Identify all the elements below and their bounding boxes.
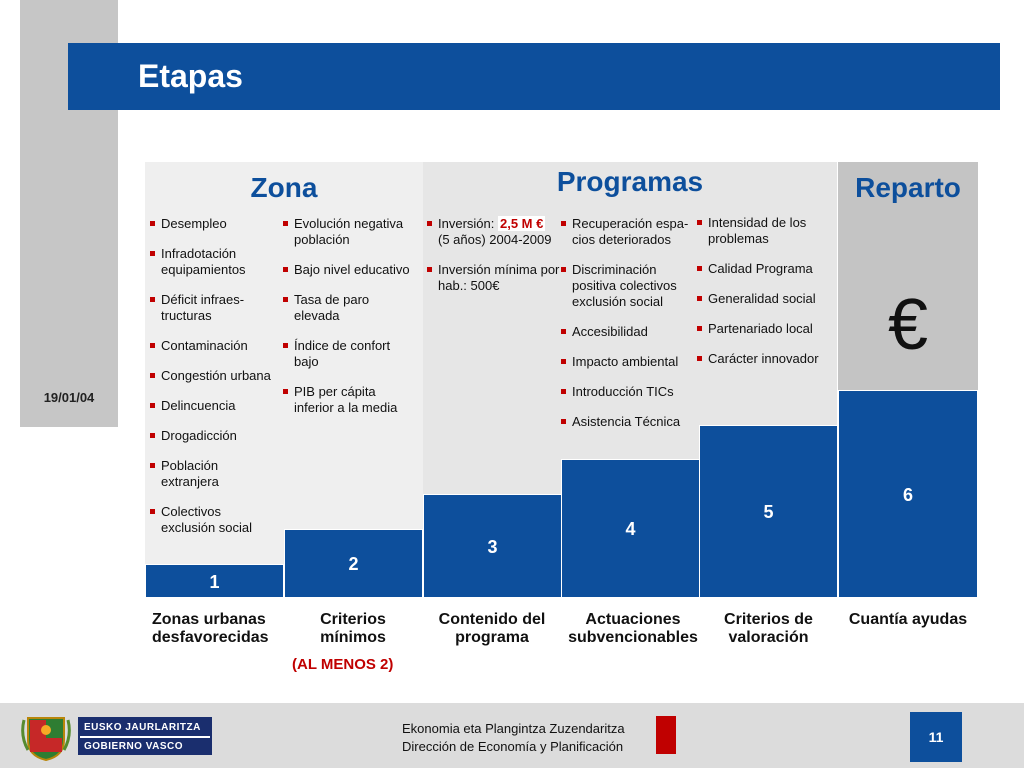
zona-list-2 [283, 216, 418, 416]
page-number: 11 [910, 712, 962, 762]
list-item: Infradotación equipamientos [150, 246, 278, 278]
list-item: Tasa de paro elevada [283, 292, 418, 324]
list-item: Drogadicción [150, 428, 278, 444]
logo-text-es: GOBIERNO VASCO [80, 738, 210, 755]
list-item: Partenariado local [697, 321, 835, 337]
step-1: 1 [145, 564, 284, 598]
list-item: Asistencia Técnica [561, 414, 701, 430]
list-item: Delincuencia [150, 398, 278, 414]
programas-list-3 [697, 215, 835, 367]
programas-list-2 [561, 216, 701, 430]
zona-heading: Zona [250, 172, 318, 203]
list-item: Contaminación [150, 338, 278, 354]
inversion-label: Inversión: [438, 216, 498, 231]
list-item: Congestión urbana [150, 368, 278, 384]
logo-text-eu: EUSKO JAURLARITZA [80, 719, 210, 736]
inversion-amount: 2,5 M € [499, 216, 544, 231]
list-item: Carácter innovador [697, 351, 835, 367]
dept-es: Dirección de Economía y Planificación [402, 739, 624, 754]
gov-logo [78, 717, 212, 755]
list-item: Colectivos exclusión social [150, 504, 278, 536]
step-5: 5 [699, 425, 838, 598]
list-item: Índice de confort bajo [283, 338, 418, 370]
reparto-heading: Reparto [855, 172, 961, 203]
step-label-4: Actuaciones subvencionables [568, 611, 698, 646]
list-item: Introducción TICs [561, 384, 701, 400]
red-marker [656, 716, 676, 754]
list-item: Generalidad social [697, 291, 835, 307]
list-item: Inversión mínima por hab.: 500€ [427, 262, 562, 294]
list-item: PIB per cápita inferior a la media [283, 384, 418, 416]
list-item: Evolución negativa población [283, 216, 418, 248]
list-item: Desempleo [150, 216, 278, 232]
step-label-3: Contenido del programa [438, 611, 546, 646]
list-item: Bajo nivel educativo [283, 262, 418, 278]
list-item: Accesibilidad [561, 324, 701, 340]
list-item: Intensidad de los problemas [697, 215, 835, 247]
list-item: Población extranjera [150, 458, 278, 490]
coat-of-arms-icon [20, 710, 72, 762]
list-item: Recuperación espa-cios deteriorados [561, 216, 701, 248]
step-label-1: Zonas urbanas desfavorecidas [152, 611, 269, 646]
euro-icon: € [887, 285, 929, 365]
footer-department [402, 720, 625, 756]
step-6: 6 [838, 390, 978, 598]
step-3: 3 [423, 494, 562, 598]
dept-eu: Ekonomia eta Plangintza Zuzendaritza [402, 721, 625, 736]
programas-heading: Programas [556, 166, 704, 197]
programas-list-1 [427, 216, 562, 294]
step-4: 4 [561, 459, 700, 598]
list-item: Impacto ambiental [561, 354, 701, 370]
zona-list-1 [150, 216, 278, 536]
step-label-5: Criterios de valoración [724, 611, 813, 646]
list-item: Calidad Programa [697, 261, 835, 277]
list-item [427, 216, 562, 248]
list-item: Déficit infraes-tructuras [150, 292, 278, 324]
step-label-6: Cuantía ayudas [848, 611, 968, 628]
inversion-period: (5 años) 2004-2009 [438, 232, 552, 247]
step-label-2: Criterios mínimos [320, 611, 386, 646]
date-label: 19/01/04 [43, 390, 95, 405]
list-item: Discriminación positiva colectivos exclusión social [561, 262, 701, 310]
al-menos-note: (AL MENOS 2) [292, 656, 394, 673]
step-2: 2 [284, 529, 423, 598]
page-title: Etapas [138, 58, 243, 94]
